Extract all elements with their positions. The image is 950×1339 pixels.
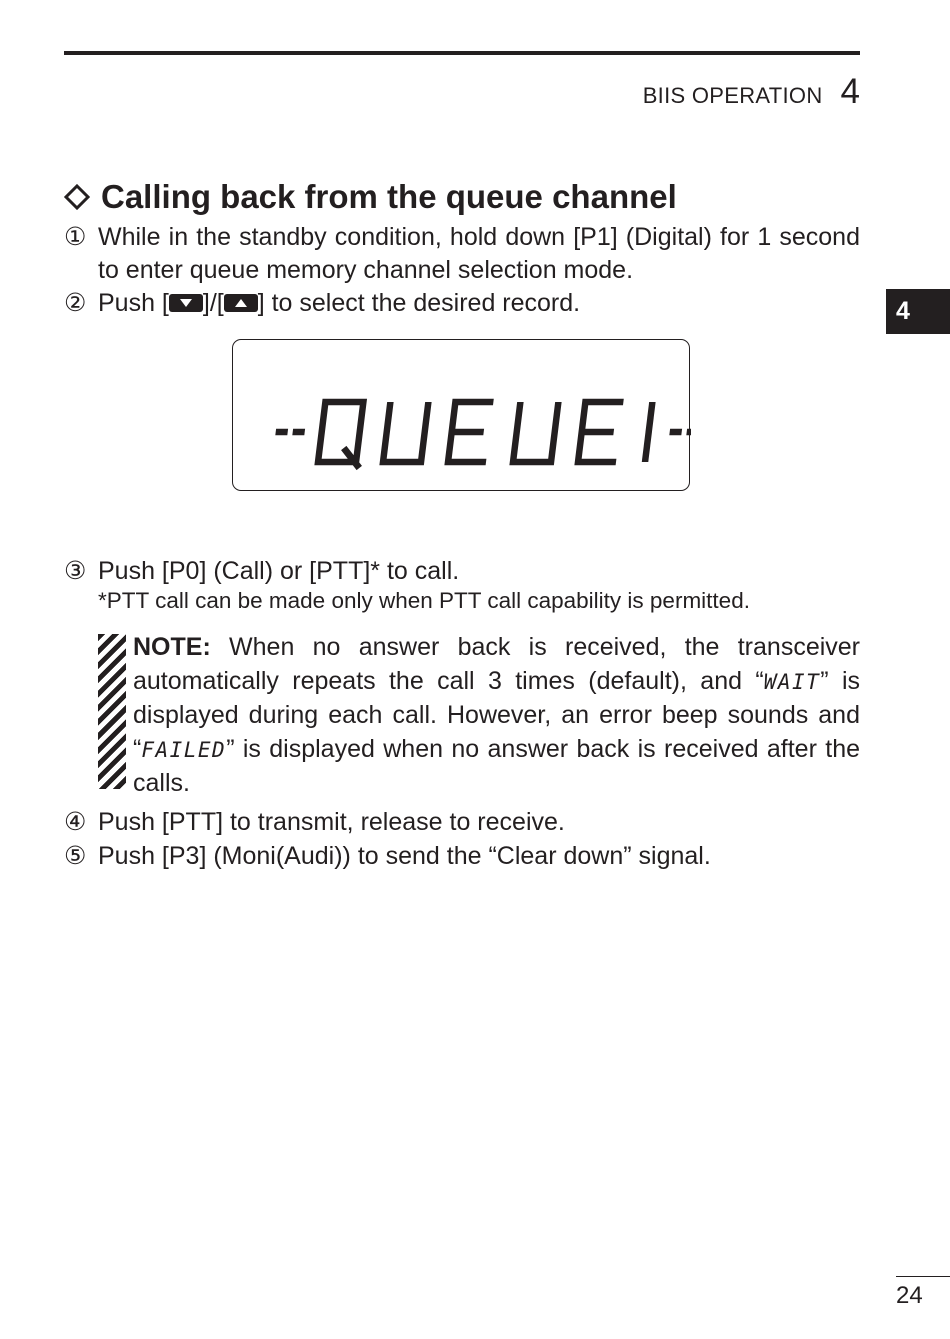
note-text-part: When no answer back is received, the transceiver automatically repeats the call 3 times (default), and “	[133, 633, 860, 695]
step-text-part: ]/[	[202, 289, 224, 317]
step-number: ③	[64, 557, 87, 585]
step-number: ①	[64, 223, 87, 251]
note-text	[133, 631, 860, 801]
step-number: ⑤	[64, 842, 87, 870]
chapter-side-tab	[886, 289, 950, 334]
step-text: Push [P3] (Moni(Audi)) to send the “Clear down” signal.	[98, 842, 711, 870]
step-number: ②	[64, 289, 87, 317]
heading-text: Calling back from the queue channel	[101, 178, 677, 215]
running-head	[643, 72, 860, 112]
lcd-display	[232, 339, 690, 491]
step-5	[64, 840, 860, 873]
step-1	[64, 221, 860, 287]
diamond-outline-icon	[64, 184, 90, 210]
step-text: Push [P0] (Call) or [PTT]* to call.	[98, 557, 460, 585]
lcd-segment-text	[233, 340, 691, 492]
note-label: NOTE:	[133, 633, 211, 661]
section-heading	[64, 178, 677, 216]
step-text-part: Push [	[98, 289, 169, 317]
top-rule	[64, 51, 860, 55]
note-text-part: ” is displayed when no answer back is received after the calls.	[133, 734, 860, 798]
step-4	[64, 806, 860, 839]
down-arrow-key-icon	[169, 294, 203, 312]
step-text	[98, 287, 860, 320]
lcd-word-wait: WAIT	[763, 669, 821, 694]
note-text-part: ” is displayed during each call. However, an error beep sounds and “	[133, 666, 860, 763]
chapter-number: 4	[840, 72, 860, 111]
section-name: BIIS OPERATION	[642, 83, 823, 108]
step-3	[64, 555, 860, 588]
lcd-word-failed: FAILED	[141, 737, 227, 762]
page-number: 24	[896, 1282, 923, 1309]
step-number: ④	[64, 808, 87, 836]
note-hatch-bar	[98, 634, 126, 789]
step-text: While in the standby condition, hold down [P1] (Digital) for 1 second to enter queue memory channel selection mode.	[98, 223, 860, 284]
up-arrow-key-icon	[224, 294, 258, 312]
step-text: Push [PTT] to transmit, release to receive.	[98, 808, 565, 836]
footnote: *PTT call can be made only when PTT call capability is permitted.	[98, 588, 750, 613]
step-text-part: ] to select the desired record.	[257, 289, 581, 317]
note-box	[98, 631, 860, 797]
page-number-rule	[896, 1276, 950, 1277]
step-2	[64, 287, 860, 320]
side-tab-label: 4	[896, 297, 910, 325]
